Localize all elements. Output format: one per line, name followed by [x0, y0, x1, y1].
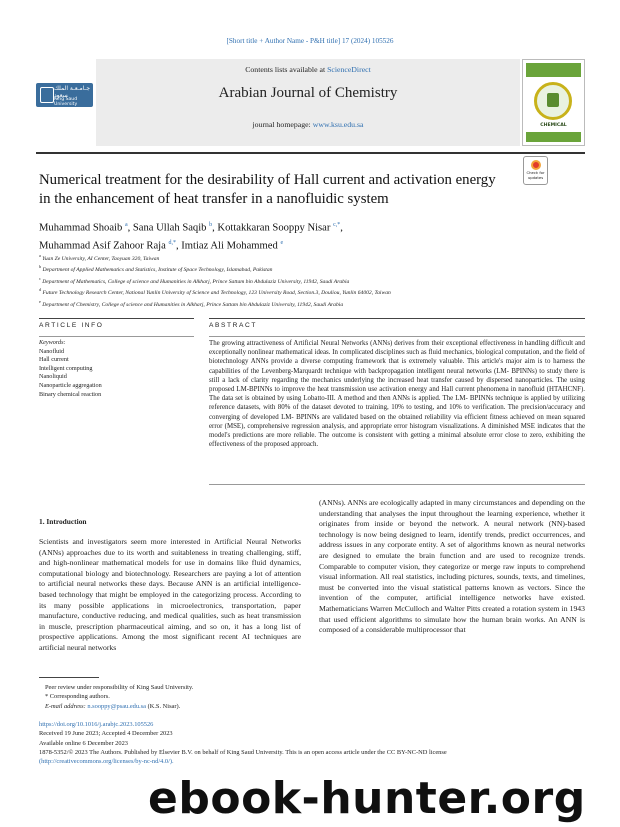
author-name[interactable]: Muhammad Asif Zahoor Raja — [39, 240, 166, 252]
author-sup[interactable]: c,* — [333, 222, 341, 228]
body-column-left: Scientists and investigators seem more interested in Artificial Neural Networks (ANNs) approaches due to its worth and suitableness in treating challenging, stiff, and high-nonlinear mathematical models for use in domains like fluid dynamics, computational biology and biotechnology. Researchers are paying a lot of attention to artificial neural networks these days. Because ANN is an artificial intelligence-based technology that might be employed in the categorizing process. According to its many possible applications in microelectronics, transportation, paper manufacture, conductive reducing, and medical qualities, such as heat transmission in muscle, prescription pharmaceutical aiming, and so on, it has a long list of prospective applications. Among the most significant recent AI techniques are artificial neural networks — [39, 537, 301, 652]
banner-box — [96, 59, 520, 146]
keyword-item: Hall current — [39, 356, 69, 364]
author-name[interactable]: Imtiaz Ali Mohammed — [181, 240, 278, 252]
cover-caption: CHEMICAL — [540, 123, 567, 128]
license-line: 1878-5352/© 2023 The Authors. Published by Elsevier B.V. on behalf of King Saud University. This is an open access article under the CC BY-NC-ND license — [39, 748, 447, 756]
body-column-right: (ANNs). ANNs are ecologically adapted in many circumstances and depending on the understanding that analyses the input throughout the learning experience, whether it originates from inside or beyond the network. A neural network (NN)-based technology is now being designed to learn, identify trends, predict occurrences, and address issues in any corporate entity. A set of algorithms known as neural networks are designed to emulate the brain function and are used to recognize trends. Comparable to computer vision, they categorize or merge raw inputs to comprehend visual information. All real statistics, including pictures, sounds, texts, and timelines, must be converted into the visual statistical patterns known as vectors. Since the invention of the computer, artificial intelligence networks have existed. Mathematicians Warren McCulloch and Walter Pitts created a rotation system in 1943 that used efficient algorithms to simulate how the human brain works. An ANN is composed of a considerable multiprocessor that — [319, 498, 585, 635]
abstract-heading: ABSTRACT — [209, 322, 257, 329]
abstract-subrule — [209, 336, 585, 337]
contents-line — [96, 65, 520, 74]
affiliation-item: $^c$ Department of Mathematics, College of science and Humanities in Alkharj, Prince Sattam bin Abdulaziz University, 11942, Saudi Arabia — [39, 275, 350, 285]
author-sup[interactable]: e — [280, 239, 284, 246]
footnote-peer-review: Peer review under responsibility of King Saud University. — [45, 684, 194, 691]
footnote-rule — [39, 677, 99, 678]
section-heading-introduction: 1. Introduction — [39, 517, 87, 526]
authors-line-1: Muhammad Shoaib $^a$, Sana Ullah Saqib $^b$, Kottakkaran Sooppy Nisar $^{c,*}$, — [39, 222, 343, 234]
homepage-line — [96, 120, 520, 129]
watermark-text: ebook-hunter.org — [148, 773, 586, 824]
keyword-item: Nanoliquid — [39, 373, 67, 381]
affiliations — [39, 252, 599, 309]
article-title: Numerical treatment for the desirability of Hall current and activation energy in the enhancement of heat transfer in a nanofluidic system — [39, 172, 496, 207]
seal-icon — [40, 87, 54, 103]
author-sup[interactable]: b — [209, 222, 213, 228]
homepage-link[interactable]: www.ksu.edu.sa — [312, 120, 364, 129]
abstract-rule — [209, 318, 585, 319]
author-list — [39, 218, 519, 253]
author-name[interactable]: Kottakkaran Sooppy Nisar — [217, 222, 331, 234]
publisher-logo-arabic: جـامـعـة الملك سعود — [54, 85, 91, 99]
cover-foot — [526, 132, 581, 142]
cover-band — [526, 63, 581, 77]
keywords-label: Keywords: — [39, 339, 66, 346]
check-updates-label: Check for updates — [526, 170, 545, 180]
contents-prefix: Contents lists available at — [245, 65, 328, 74]
keywords-block — [39, 339, 199, 399]
footnote-corresponding: * Corresponding authors. — [45, 693, 110, 701]
running-head[interactable]: [Short title + Author Name - P&H title] 17 (2024) 105526 — [226, 37, 394, 45]
cover-emblem-icon — [534, 82, 572, 120]
footnotes — [39, 683, 599, 711]
author-name[interactable]: Muhammad Shoaib — [39, 222, 123, 234]
abstract-end-rule — [209, 484, 585, 485]
affiliation-item: $^a$ Yuan Ze University, AI Center, Taoyuan 320, Taiwan — [39, 253, 160, 262]
journal-cover[interactable] — [522, 59, 585, 146]
authors-line-2: Muhammad Asif Zahoor Raja $^{d,*}$, Imtiaz Ali Mohammed $^e$ — [39, 239, 284, 252]
header-rule — [36, 152, 585, 154]
keyword-item: Nanoparticle aggregation — [39, 381, 102, 389]
author-sup[interactable]: d,* — [168, 239, 176, 246]
available-line: Available online 6 December 2023 — [39, 739, 128, 747]
journal-name: Arabian Journal of Chemistry — [218, 85, 398, 101]
affiliation-item: $^d$ Future Technology Research Center, National Yunlin University of Science and Technology, 123 University Road, Section.3, Douliou, Yunlin 64002, Taiwan — [39, 287, 391, 297]
check-for-updates-button[interactable] — [523, 156, 548, 185]
author-sup[interactable]: a — [124, 222, 128, 228]
author-name[interactable]: Sana Ullah Saqib — [132, 222, 207, 234]
affiliation-item: $^e$ Department of Chemistry, College of science and Humanities in Alkharj, Prince Sattam bin Abdulaziz University, 11942, Saudi Arabia — [39, 298, 344, 308]
homepage-prefix: journal homepage: — [252, 120, 313, 129]
keyword-item: Binary chemical reaction — [39, 390, 102, 398]
doi-block — [39, 720, 585, 766]
publisher-logo[interactable] — [36, 83, 93, 107]
journal-banner — [36, 59, 585, 146]
keyword-item: Nanofluid — [39, 347, 65, 355]
doi-link[interactable]: https://doi.org/10.1016/j.arabjc.2023.105526 — [39, 721, 154, 728]
check-updates-icon — [531, 160, 541, 170]
received-line: Received 19 June 2023; Accepted 4 December 2023 — [39, 730, 173, 738]
abstract-text: The growing attractiveness of Artificial Neural Networks (ANNs) derives from their exceptional effectiveness in handling difficult and exceptionally nonlinear mathematical ideas. In complicated disciplines such as fluid mechanics, biological computation, and the field of biotechnology ANNs provide a diverse computing framework that is extremely valuable. This article's major aim is to harness the capabilities of the Levenberg-Marquardt technique with backpropagation intelligent neural networks (LM- BPINNs) to study there is still a lack of clarity regarding the mechanics underlying the increased heat transfer caused by dispersed nanoparticles. The using proposed LM-BPINNs to improve the heat transmission use activation energy and Hall current phenomena in nanofluid (HTAHCNF). The data set is obtained by using Lobatto-III. A method and then ANNs is applied. The LM- BPINNs technique is applied by utilizing reference datasets, with 80% of the dataset devoted to training, 10% to testing, and 10% to verification. The precision/accuracy and converging of developed LM- BPINNs are validated based on the obtained reliability via efficient fitness achieved on mean squared error (MSE), comprehensive regression analysis, and appropriate error histogram visualizations. A diminished MSE indicates that the model's predictions are more reliable. The outcome is consistent with getting a minimal absolute error close to zero, exhibiting the effectiveness of the proposed approach. — [209, 340, 585, 449]
email-link[interactable]: n.sooppy@psau.edu.sa — [87, 702, 146, 710]
article-info-subrule — [39, 336, 194, 337]
affiliation-item: $^b$ Department of Applied Mathematics and Statistics, Institute of Space Technology, Islamabad, Pakistan — [39, 264, 273, 274]
sciencedirect-link[interactable]: ScienceDirect — [327, 65, 371, 74]
article-info-heading: ARTICLE INFO — [39, 322, 104, 329]
article-info-rule — [39, 318, 194, 319]
footnote-email: E-mail address: n.sooppy@psau.edu.sa (K.S. Nisar). — [45, 702, 181, 710]
publisher-logo-text: King Saud University — [54, 97, 78, 107]
keyword-item: Intelligent computing — [39, 364, 93, 372]
license-link[interactable]: (http://creativecommons.org/licenses/by-nc-nd/4.0/). — [39, 758, 174, 766]
